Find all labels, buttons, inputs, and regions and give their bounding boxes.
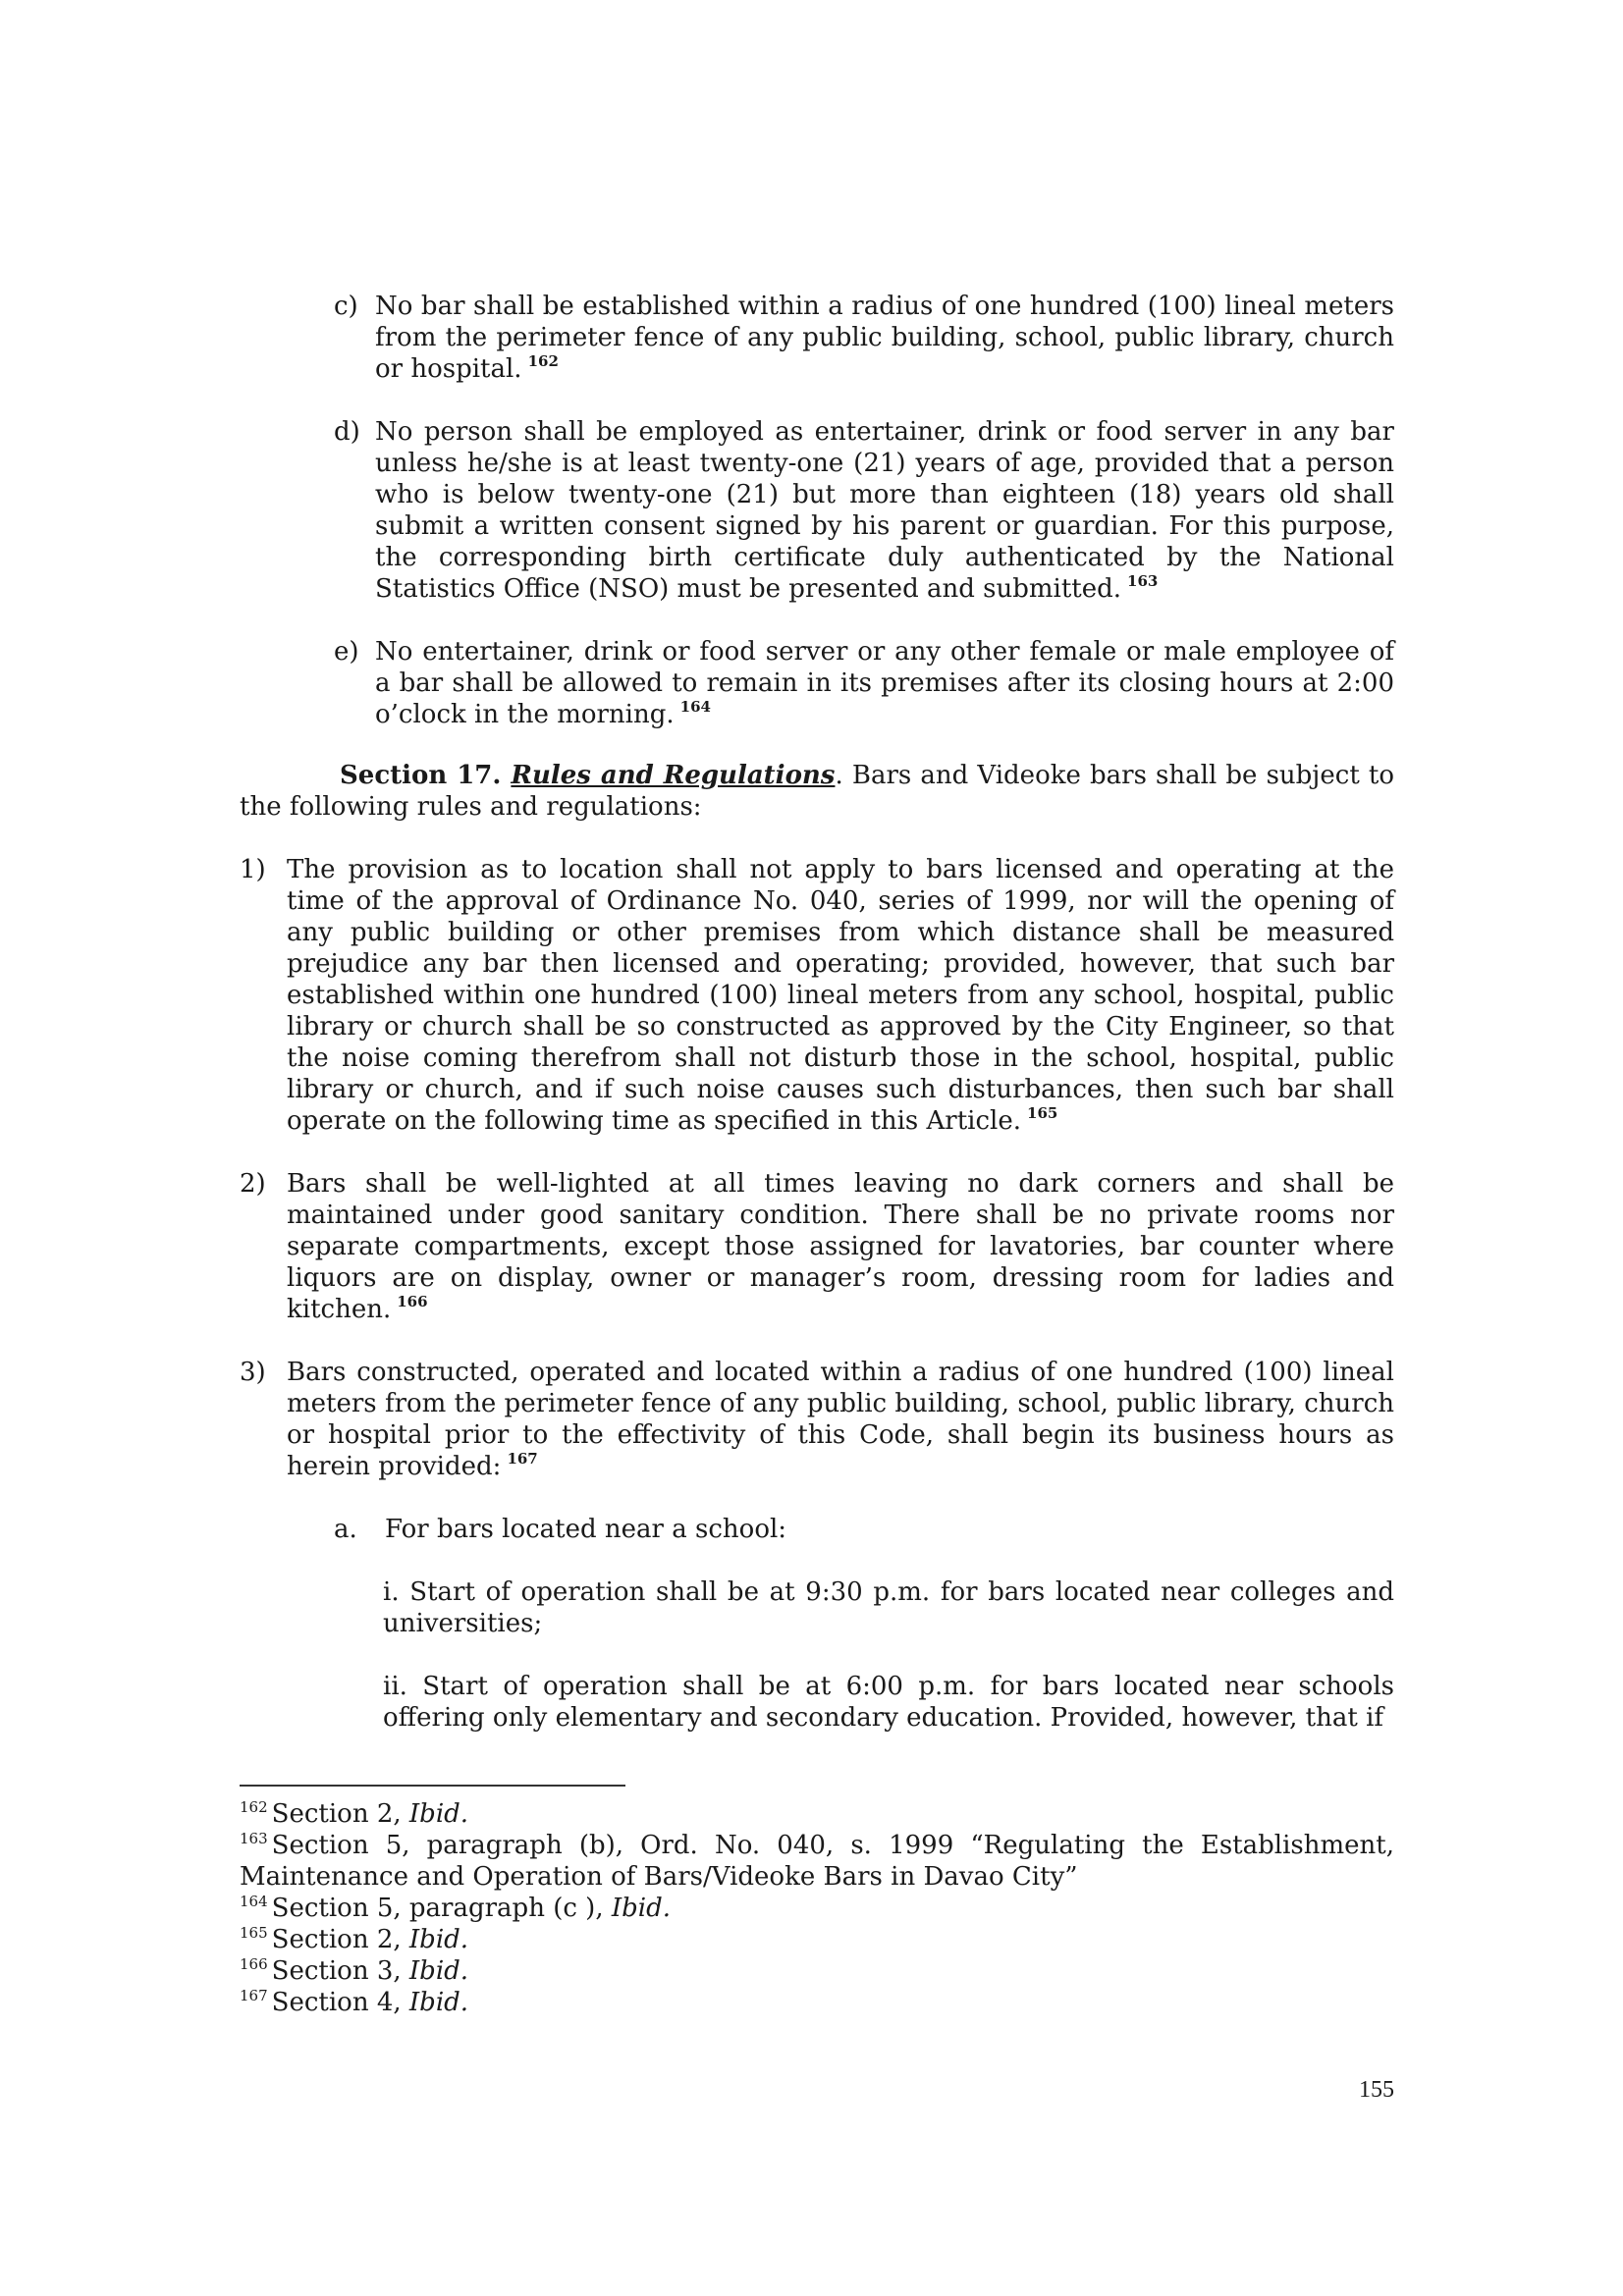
sub-item-text: For bars located near a school: bbox=[385, 1515, 787, 1544]
list-marker: e) bbox=[334, 637, 359, 667]
footnote-ref: 166 bbox=[397, 1293, 428, 1310]
list-item-e bbox=[334, 636, 1394, 730]
list-item-c bbox=[334, 291, 1394, 385]
footnote-ref: 165 bbox=[1027, 1104, 1058, 1122]
footnote-165: $^{165}$ Section 2, Ibid. bbox=[240, 1924, 469, 1954]
sub-item-a bbox=[334, 1514, 1394, 1545]
footnotes bbox=[240, 1798, 1394, 2018]
list-item-text: Bars shall be well-lighted at all times leaving no dark corners and shall be maintained under good sanitary condition. There shall be no private rooms nor separate compartments, except those assigned for lavatories, bar counter where liquors are on display, owner or manager’s room, dressing room for ladies and kitchen. bbox=[287, 1169, 1394, 1324]
list-item-text: No bar shall be established within a radius of one hundred (100) lineal meters from the perimeter fence of any public building, school, public library, church or hospital. bbox=[375, 292, 1394, 384]
list-item-1 bbox=[240, 854, 1394, 1137]
section-paragraph: Section 17. Rules and Regulations. Bars and Videoke bars shall be subject to the following rules and regulations: bbox=[240, 761, 1395, 822]
list-item-d bbox=[334, 416, 1394, 605]
list-marker: d) bbox=[334, 417, 360, 447]
list-marker: c) bbox=[334, 292, 358, 321]
footnote-163: $^{163}$ Section 5, paragraph (b), Ord. No. 040, s. 1999 “Regulating the Establishment, Maintenance and Operation of Bars/Videoke Bars in Davao City” bbox=[240, 1830, 1394, 1892]
sub-sub-item-ii: ii. Start of operation shall be at 6:00 p.m. for bars located near schools offering only elementary and secondary education. Provided, however, that if bbox=[383, 1672, 1394, 1733]
list-item-3 bbox=[240, 1357, 1394, 1482]
footnote-ref: 164 bbox=[679, 698, 711, 716]
footnote-ref: 167 bbox=[507, 1450, 538, 1468]
sub-sub-item-i: i. Start of operation shall be at 9:30 p.m. for bars located near colleges and universities; bbox=[383, 1577, 1394, 1638]
list-marker: 2) bbox=[240, 1169, 266, 1199]
footnote-164: $^{164}$ Section 5, paragraph (c ), Ibid. bbox=[240, 1893, 671, 1923]
section-title: Rules and Regulations bbox=[511, 761, 836, 790]
footnote-separator bbox=[240, 1785, 625, 1787]
list-item-text: No entertainer, drink or food server or any other female or male employee of a bar shall be allowed to remain in its premises after its closing hours at 2:00 o’clock in the morning. bbox=[375, 637, 1394, 729]
section-intro: Bars and Videoke bars shall be subject to the following rules and regulations: bbox=[240, 761, 1395, 822]
footnote-166: $^{166}$ Section 3, Ibid. bbox=[240, 1955, 469, 1986]
list-item-text: The provision as to location shall not apply to bars licensed and operating at the time of the approval of Ordinance No. 040, series of 1999, nor will the opening of any public building or other premises from which distance shall be measured prejudice any bar then licensed and operating; provided, however, that such bar established within one hundred (100) lineal meters from any school, hospital, public library or church shall be so constructed as approved by the City Engineer, so that the noise coming therefrom shall not disturb those in the school, hospital, public library or church, and if such noise causes such disturbances, then such bar shall operate on the following time as specified in this Article. bbox=[287, 855, 1394, 1136]
list-marker: 1) bbox=[240, 855, 266, 884]
list-item-2 bbox=[240, 1168, 1394, 1325]
section-heading: Section 17 bbox=[340, 761, 493, 790]
list-item-text: No person shall be employed as entertainer, drink or food server in any bar unless he/she is at least twenty-one (21) years of age, provided that a person who is below twenty-one (21) but more than eighteen (18) years old shall submit a written consent signed by his parent or guardian. For this purpose, the corresponding birth certificate duly authenticated by the National Statistics Office (NSO) must be presented and submitted. bbox=[375, 417, 1394, 604]
page-number: 155 bbox=[1359, 2077, 1394, 2103]
list-item-text: Bars constructed, operated and located within a radius of one hundred (100) lineal meters from the perimeter fence of any public building, school, public library, church or hospital prior to the effectivity of this Code, shall begin its business hours as herein provided: bbox=[287, 1358, 1394, 1481]
footnote-167: $^{167}$ Section 4, Ibid. bbox=[240, 1987, 469, 2017]
list-marker: a. bbox=[334, 1515, 357, 1544]
list-marker: 3) bbox=[240, 1358, 266, 1387]
footnote-ref: 163 bbox=[1127, 572, 1159, 590]
footnote-ref: 162 bbox=[527, 352, 559, 370]
footnote-162: $^{162}$ Section 2, Ibid. bbox=[240, 1798, 469, 1829]
